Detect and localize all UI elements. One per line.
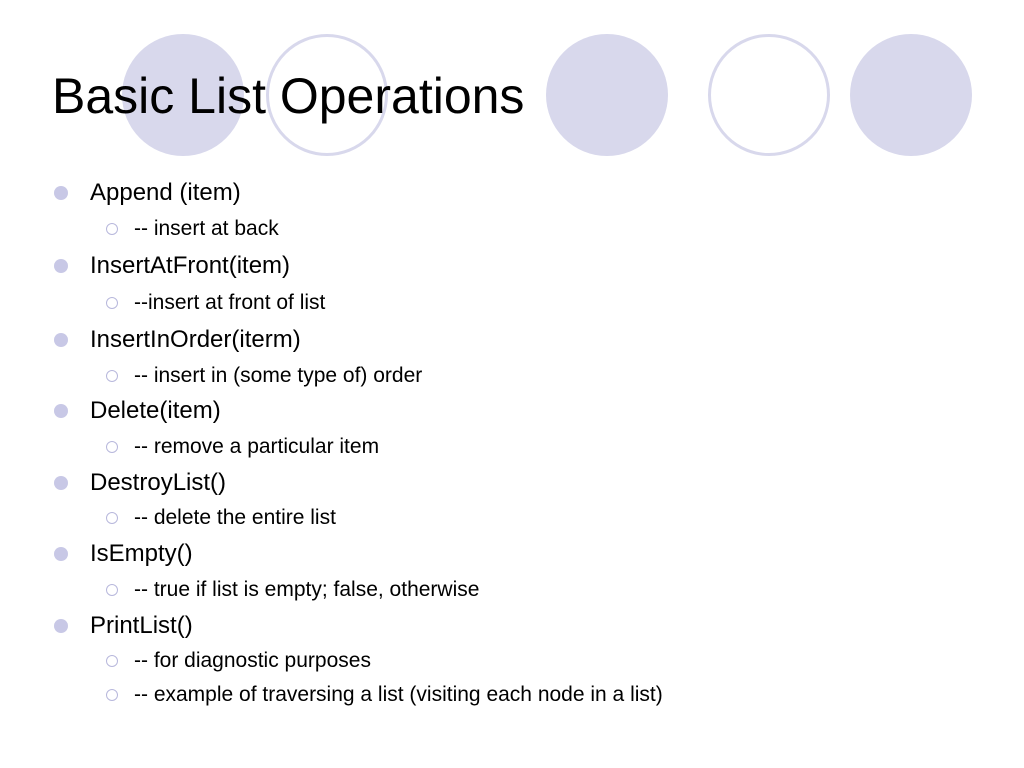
bullet-hollow-icon (106, 441, 118, 453)
list-item: IsEmpty() (90, 540, 193, 567)
sub-list-item: -- true if list is empty; false, otherwise (134, 578, 480, 601)
slide-title: Basic List Operations (52, 68, 525, 124)
bullet-hollow-icon (106, 370, 118, 382)
list-item: DestroyList() (90, 469, 227, 496)
bullet-hollow-icon (106, 689, 118, 701)
list-item: InsertInOrder(iterm) (90, 326, 301, 353)
bullet-filled-icon (54, 333, 68, 347)
list-item: Delete(item) (90, 397, 221, 424)
bullet-hollow-icon (106, 512, 118, 524)
bullet-filled-icon (54, 476, 68, 490)
sub-list-item: -- example of traversing a list (visiting each node in a list) (134, 683, 663, 706)
bullet-hollow-icon (106, 223, 118, 235)
bullet-hollow-icon (106, 584, 118, 596)
sub-list-item: -- for diagnostic purposes (134, 649, 371, 672)
bullet-filled-icon (54, 619, 68, 633)
bullet-filled-icon (54, 404, 68, 418)
sub-list-item: -- delete the entire list (134, 506, 336, 529)
list-item: InsertAtFront(item) (90, 252, 291, 279)
bullet-filled-icon (54, 186, 68, 200)
bullet-hollow-icon (106, 297, 118, 309)
list-item: Append (item) (90, 179, 241, 206)
sub-list-item: -- remove a particular item (134, 435, 380, 458)
list-item: PrintList() (90, 612, 193, 639)
sub-list-item: --insert at front of list (134, 291, 326, 314)
bullet-filled-icon (54, 547, 68, 561)
bullet-filled-icon (54, 259, 68, 273)
sub-list-item: -- insert in (some type of) order (134, 364, 423, 387)
sub-list-item: -- insert at back (134, 217, 279, 240)
bullet-hollow-icon (106, 655, 118, 667)
